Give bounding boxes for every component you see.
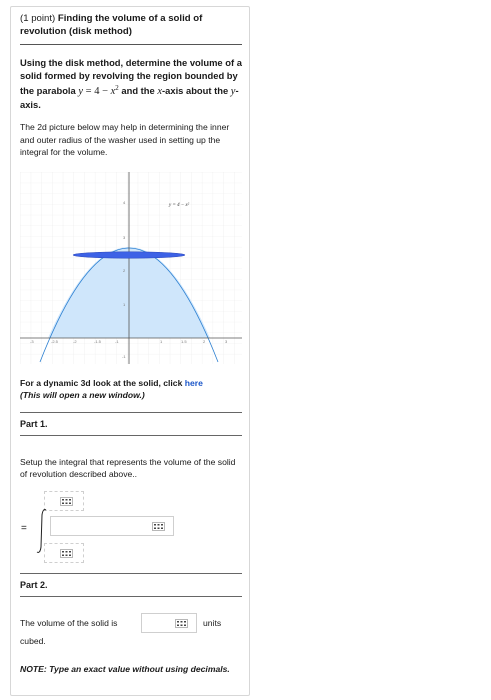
- svg-text:4: 4: [123, 199, 126, 205]
- volume-answer-row: [20, 613, 242, 649]
- volume-math-icon[interactable]: [175, 619, 188, 628]
- disk: [73, 251, 185, 257]
- curve-label: y = 4 − x²: [169, 202, 190, 208]
- part1-label: Part 1.: [20, 418, 48, 429]
- here-link[interactable]: here: [184, 377, 203, 388]
- dynamic-link-text: For a dynamic 3d look at the solid, click here (This will open a new window.): [20, 377, 203, 400]
- upper-limit-math-icon[interactable]: [60, 497, 73, 506]
- svg-text:-1.5: -1.5: [94, 338, 101, 344]
- svg-text:2: 2: [203, 338, 206, 344]
- part2-label: Part 2.: [20, 579, 48, 590]
- part2-divider-bottom: [20, 596, 242, 597]
- integrand-input[interactable]: [50, 516, 174, 536]
- part1-instruction: Setup the integral that represents the volume of the solid of revolution described above..: [20, 456, 236, 480]
- svg-text:2: 2: [123, 267, 126, 273]
- svg-text:-3: -3: [30, 338, 34, 344]
- svg-text:1: 1: [160, 338, 163, 344]
- parabola-graph: [20, 172, 242, 364]
- points-label: (1 point): [20, 13, 58, 24]
- problem-content: [20, 12, 242, 675]
- units-label: units: [203, 617, 222, 628]
- lower-limit-math-icon[interactable]: [60, 549, 73, 558]
- title-text: Finding the volume of a solid of revolution (disk method): [20, 13, 203, 37]
- equals-sign: =: [21, 522, 27, 534]
- part1-divider-bottom: [20, 435, 242, 436]
- svg-text:-1: -1: [122, 353, 126, 359]
- cubed-label: cubed.: [20, 635, 46, 646]
- svg-text:1.5: 1.5: [181, 338, 187, 344]
- svg-text:3: 3: [123, 234, 126, 240]
- integrand-math-icon[interactable]: [152, 522, 165, 531]
- hint-text: The 2d picture below may help in determining the inner and outer radius of the washer used in setting up the integral for the volume.: [20, 122, 230, 158]
- svg-text:-1: -1: [115, 338, 119, 344]
- lower-limit-input[interactable]: [44, 543, 84, 563]
- svg-text:3: 3: [225, 338, 228, 344]
- note-text: NOTE: Type an exact value without using decimals.: [20, 663, 230, 674]
- integral-input-group: [20, 487, 242, 567]
- problem-panel: [10, 6, 250, 696]
- problem-title: [20, 12, 242, 38]
- svg-text:-2.5: -2.5: [51, 338, 58, 344]
- upper-limit-input[interactable]: [44, 491, 84, 511]
- volume-input[interactable]: [141, 613, 197, 633]
- svg-text:-2: -2: [73, 338, 77, 344]
- title-divider: [20, 44, 242, 45]
- question-text: Using the disk method, determine the volume of a solid formed by revolving the region bounded by the parabola $y = 4 - x^2$ and the x-axis about the y-axis.: [20, 57, 242, 111]
- volume-prefix: The volume of the solid is: [20, 617, 118, 628]
- svg-text:1: 1: [123, 301, 126, 307]
